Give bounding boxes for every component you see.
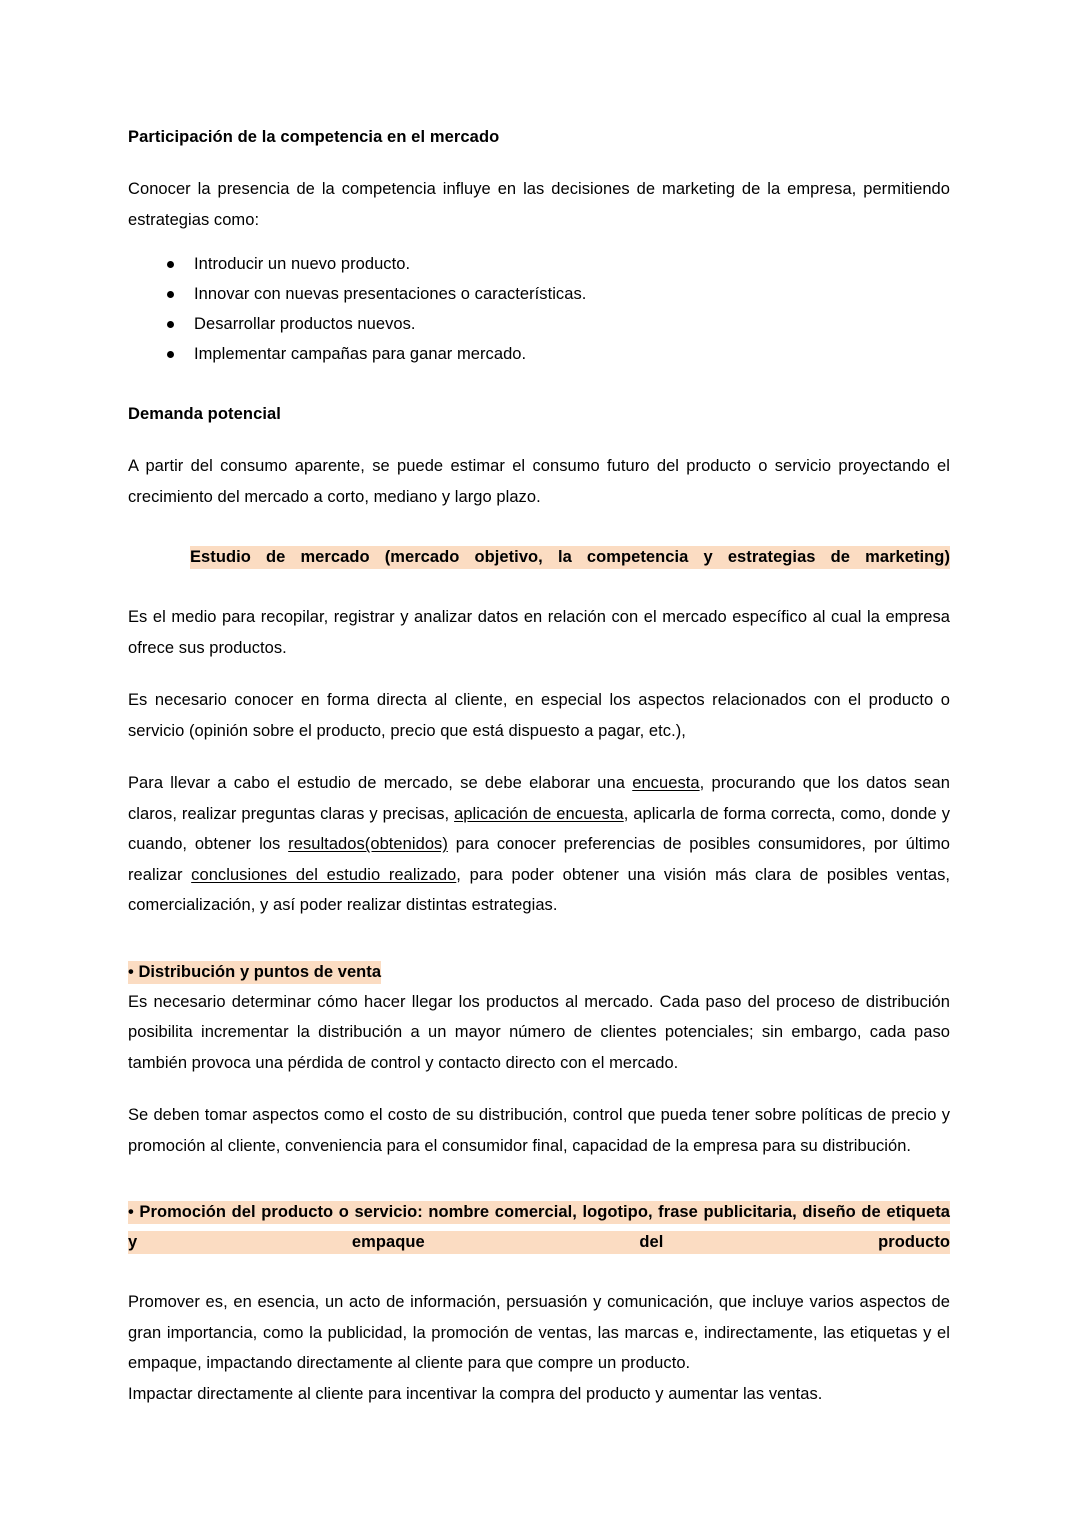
paragraph-distribucion-2: Se deben tomar aspectos como el costo de su distribución, control que pueda tener sobre políticas de precio y promoción al cliente, conveniencia para el consumidor final, capacidad de la empresa para su distribución. <box>128 1106 950 1155</box>
spacer <box>128 235 950 249</box>
list-item: Desarrollar productos nuevos. <box>128 309 950 339</box>
paragraph-estudio-mercado-2: Es necesario conocer en forma directa al cliente, en especial los aspectos relacionados con el producto o servicio (opinión sobre el producto, precio que está dispuesto a pagar, etc.), <box>128 691 950 740</box>
heading-estudio-de-mercado <box>128 542 950 602</box>
heading-distribucion-puntos-venta <box>128 957 950 987</box>
list-item: Introducir un nuevo producto. <box>128 249 950 279</box>
heading-distribucion-text: • Distribución y puntos de venta <box>128 961 381 984</box>
spacer <box>128 512 950 542</box>
heading-promocion-text: • Promoción del producto o servicio: nombre comercial, logotipo, frase publicitaria, diseño de etiqueta y empaque del producto <box>128 1201 950 1254</box>
spacer <box>128 152 950 174</box>
list-item: Implementar campañas para ganar mercado. <box>128 339 950 369</box>
spacer <box>128 663 950 685</box>
spacer <box>128 1161 950 1197</box>
underlined-resultados-obtenidos: resultados(obtenidos) <box>288 835 448 853</box>
underlined-aplicacion-de-encuesta: aplicación de encuesta <box>454 804 624 823</box>
heading-participacion-competencia: Participación de la competencia en el mercado <box>128 128 500 146</box>
document-body <box>128 122 950 1409</box>
text-fragment: , procurando que los datos sean claros, realizar preguntas claras y precisas, <box>128 774 951 823</box>
heading-promocion-producto <box>128 1197 950 1287</box>
text-fragment: , aplicarla de forma correcta, como, donde y cuando, obtener los <box>128 804 950 853</box>
spacer <box>128 1078 950 1100</box>
paragraph-distribucion-1: Es necesario determinar cómo hacer llegar los productos al mercado. Cada paso del proceso de distribución posibilita incrementar la distribución a un mayor número de clientes potenciales; sin embargo, cada paso también provoca una pérdida de control y contacto directo con el mercado. <box>128 992 950 1072</box>
text-fragment: para conocer preferencias de posibles consumidores, por último realizar <box>128 835 950 884</box>
spacer <box>128 429 950 451</box>
paragraph-demanda-potencial: A partir del consumo aparente, se puede estimar el consumo futuro del producto o servicio proyectando el crecimiento del mercado a corto, mediano y largo plazo. <box>128 457 950 506</box>
underlined-encuesta: encuesta <box>632 774 700 792</box>
list-item: Innovar con nuevas presentaciones o características. <box>128 279 950 309</box>
heading-demanda-potencial: Demanda potencial <box>128 405 281 423</box>
paragraph-estudio-mercado-1: Es el medio para recopilar, registrar y analizar datos en relación con el mercado específico al cual la empresa ofrece sus productos. <box>128 608 950 657</box>
underlined-conclusiones-del-estudio-realizado: conclusiones del estudio realizado <box>191 865 457 884</box>
spacer <box>128 369 950 399</box>
list-estrategias <box>128 249 950 369</box>
text-fragment: , para poder obtener una visión más clara de posibles ventas, comercialización, y así poder realizar distintas estrategias. <box>128 865 950 914</box>
paragraph-estudio-mercado-3 <box>128 768 950 921</box>
paragraph-promocion-2: Impactar directamente al cliente para incentivar la compra del producto y aumentar las ventas. <box>128 1384 823 1403</box>
paragraph-promocion-1: Promover es, en esencia, un acto de información, persuasión y comunicación, que incluye varios aspectos de gran importancia, como la publicidad, la promoción de ventas, las marcas e, indirectamente, las etiquetas y el empaque, impactando directamente al cliente para que compre un producto. <box>128 1293 950 1372</box>
text-fragment: Para llevar a cabo el estudio de mercado, se debe elaborar una <box>128 774 633 792</box>
paragraph-competencia-intro: Conocer la presencia de la competencia influye en las decisiones de marketing de la empresa, permitiendo estrategias como: <box>128 180 950 229</box>
spacer <box>128 921 950 957</box>
heading-estudio-de-mercado-text: Estudio de mercado (mercado objetivo, la competencia y estrategias de marketing) <box>190 546 950 569</box>
spacer <box>128 746 950 768</box>
